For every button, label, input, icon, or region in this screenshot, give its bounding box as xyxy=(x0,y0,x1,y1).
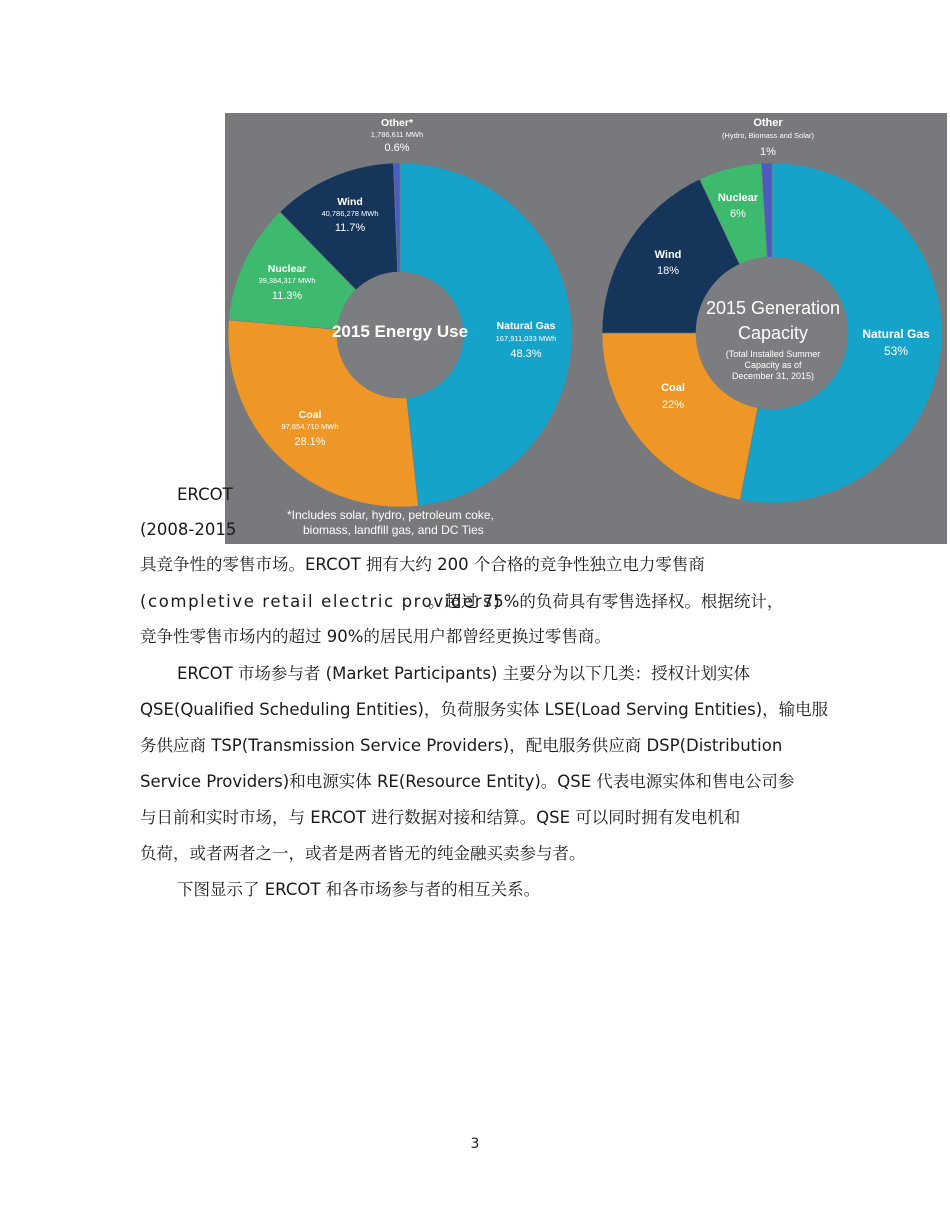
paragraph-3-line-1: 下图显示了 ERCOT 和各市场参与者的相互关系。 xyxy=(177,880,541,899)
label-sub: (Hydro, Biomass and Solar) xyxy=(721,131,815,140)
label-pct: 6% xyxy=(730,208,746,220)
paragraph-1-line-2a: (completive retail electric providers) xyxy=(140,592,502,611)
paragraph-1-line-3: 竞争性零售市场内的超过 90%的居民用户都曾经更换过零售商。 xyxy=(140,627,611,646)
label-mwh: 39,384,317 MWh xyxy=(258,276,316,285)
label-name: Nuclear xyxy=(267,263,307,275)
paragraph-2-line-4: Service Providers)和电源实体 RE(Resource Entity)。QSE 代表电源实体和售电公司参 xyxy=(140,772,795,791)
label-mwh: 167,911,033 MWh xyxy=(495,334,557,343)
page-number: 3 xyxy=(470,1136,480,1152)
label-name: Other* xyxy=(380,117,414,129)
capacity-subtitle-line3: December 31, 2015) xyxy=(731,371,815,381)
paragraph-fragment-years: (2008-2015 xyxy=(140,520,237,539)
label-pct: 22% xyxy=(661,399,685,411)
capacity-title-line1: 2015 Generation xyxy=(705,298,841,318)
paragraph-2-line-1: ERCOT 市场参与者 (Market Participants) 主要分为以下几类：授权计划实体 xyxy=(177,664,751,683)
energy-use-title: 2015 Energy Use xyxy=(331,322,469,341)
label-pct: 18% xyxy=(656,265,680,277)
label-mwh: 1,786,611 MWh xyxy=(370,130,424,139)
capacity-subtitle-line1: (Total Installed Summer xyxy=(725,349,821,359)
label-pct: 0.6% xyxy=(384,142,410,154)
label-mwh: 97,654,710 MWh xyxy=(281,422,339,431)
paragraph-1-line-2b: 。超过 75%的负荷具有零售选择权。根据统计， xyxy=(428,592,784,611)
label-name: Other xyxy=(753,117,783,129)
label-pct: 28.1% xyxy=(294,436,326,448)
paragraph-2-line-3: 务供应商 TSP(Transmission Service Providers)，配电服务供应商 DSP(Distribution xyxy=(140,736,783,755)
label-pct: 11.7% xyxy=(334,222,366,234)
figure-footnote-line1: *Includes solar, hydro, petroleum coke, xyxy=(287,508,494,522)
label-name: Wind xyxy=(337,196,363,208)
paragraph-2-line-5: 与日前和实时市场，与 ERCOT 进行数据对接和结算。QSE 可以同时拥有发电机和 xyxy=(140,808,741,827)
paragraph-1-line-1: 具竞争性的零售市场。ERCOT 拥有大约 200 个合格的竞争性独立电力零售商 xyxy=(140,555,705,574)
label-name: Coal xyxy=(298,409,322,421)
label-name: Wind xyxy=(654,249,682,261)
label-pct: 1% xyxy=(760,146,776,158)
label-name: Coal xyxy=(661,382,685,394)
figure-footnote-line2: biomass, landfill gas, and DC Ties xyxy=(303,523,484,537)
label-name: Natural Gas xyxy=(496,320,556,332)
paragraph-fragment-ercot: ERCOT xyxy=(177,485,233,504)
paragraph-2-line-2: QSE(Qualified Scheduling Entities)，负荷服务实体 LSE(Load Serving Entities)，输电服 xyxy=(140,700,829,719)
capacity-subtitle-line2: Capacity as of xyxy=(744,360,802,370)
label-name: Natural Gas xyxy=(862,327,930,341)
label-pct: 53% xyxy=(883,344,909,358)
label-pct: 48.3% xyxy=(510,348,542,360)
label-pct: 11.3% xyxy=(271,290,303,302)
label-name: Nuclear xyxy=(717,192,759,204)
label-mwh: 40,786,278 MWh xyxy=(321,209,379,218)
paragraph-2-line-6: 负荷，或者两者之一，或者是两者皆无的纯金融买卖参与者。 xyxy=(140,844,586,863)
capacity-title-line2: Capacity xyxy=(737,323,809,343)
